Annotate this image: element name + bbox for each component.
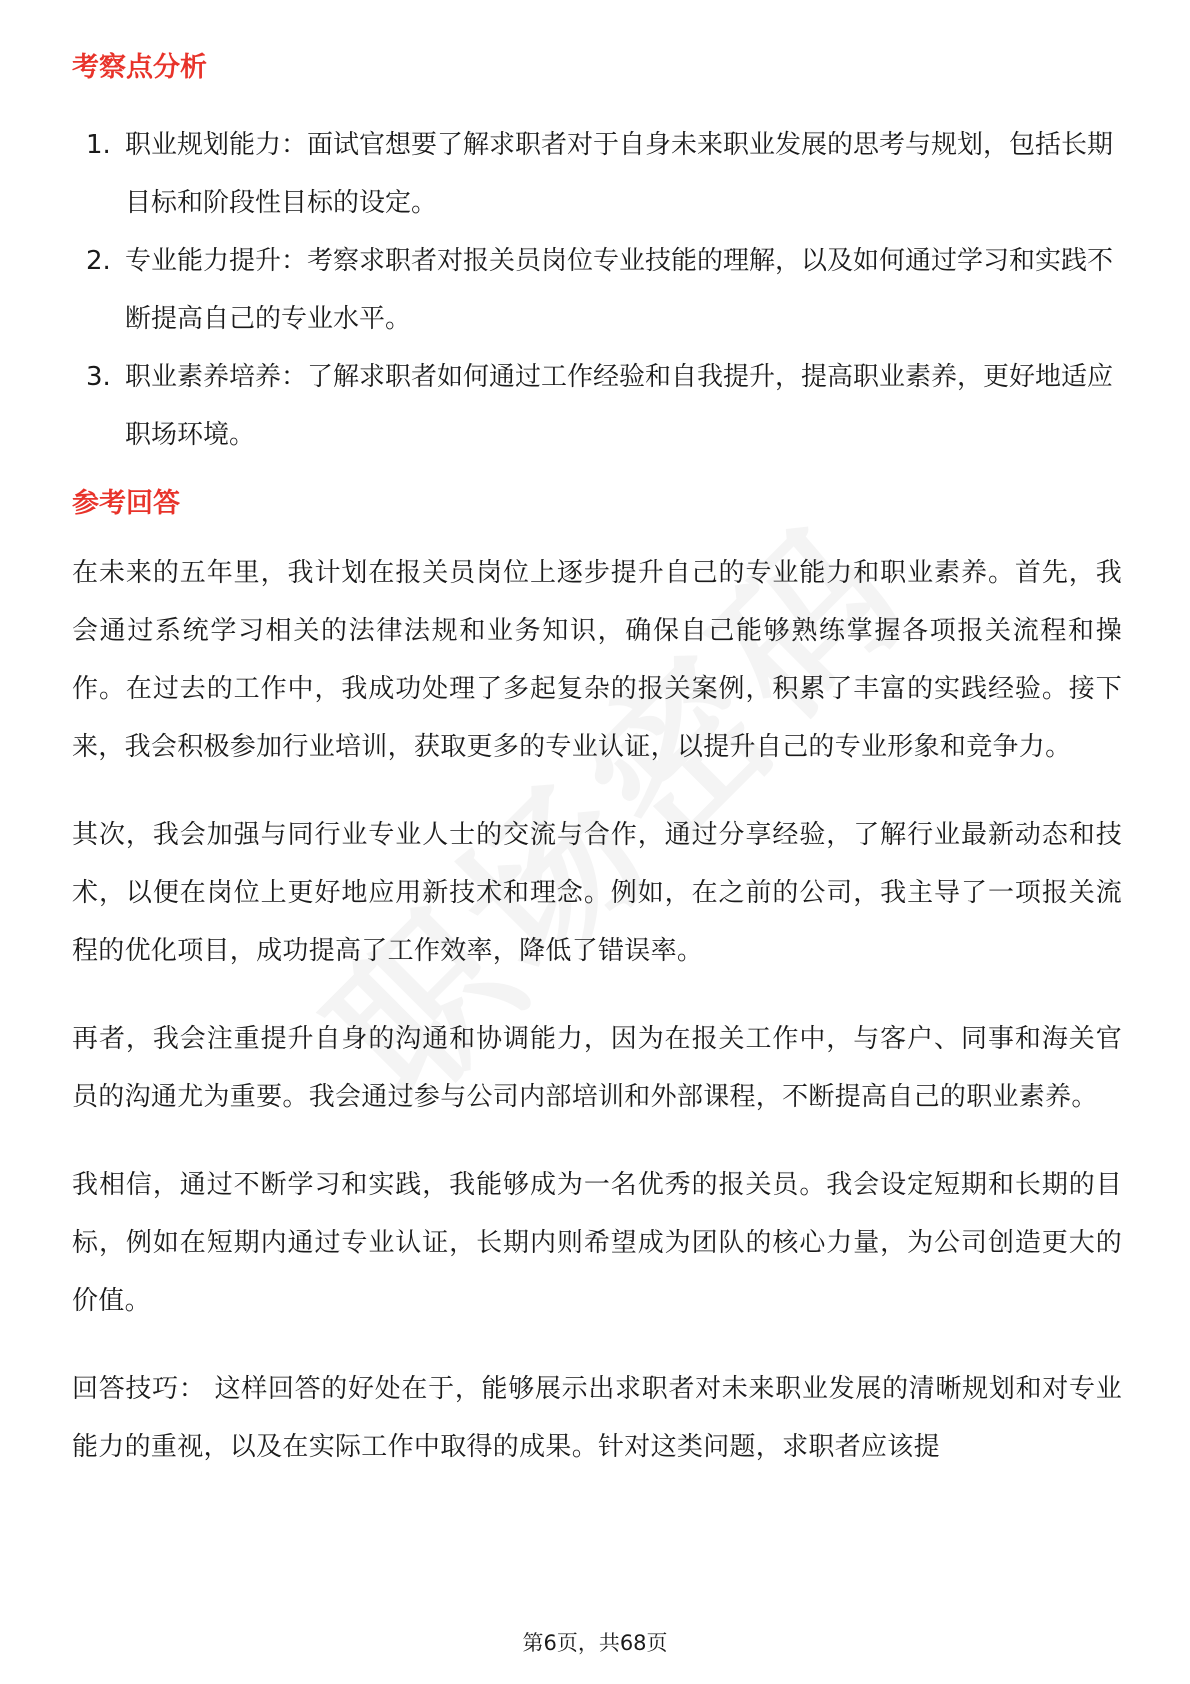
list-item (72, 232, 1122, 348)
page-number: 第6页，共68页 (522, 1631, 668, 1655)
answer-paragraph: 在未来的五年里，我计划在报关员岗位上逐步提升自己的专业能力和职业素养。首先，我会通过系统学习相关的法律法规和业务知识，确保自己能够熟练掌握各项报关流程和操作。在过去的工作中，我成功处理了多起复杂的报关案例，积累了丰富的实践经验。接下来，我会积极参加行业培训，获取更多的专业认证，以提升自己的专业形象和竞争力。 (72, 558, 1122, 762)
list-item-number: 3. (86, 362, 111, 392)
page-content (72, 48, 1122, 1476)
list-item-text: 职业素养培养：了解求职者如何通过工作经验和自我提升，提高职业素养，更好地适应职场环境。 (125, 362, 1114, 450)
list-item (72, 348, 1122, 464)
analysis-list (72, 116, 1122, 464)
answer-paragraph: 其次，我会加强与同行业专业人士的交流与合作，通过分享经验，了解行业最新动态和技术，以便在岗位上更好地应用新技术和理念。例如，在之前的公司，我主导了一项报关流程的优化项目，成功提高了工作效率，降低了错误率。 (72, 820, 1122, 966)
answer-tips-paragraph: 回答技巧： 这样回答的好处在于，能够展示出求职者对未来职业发展的清晰规划和对专业能力的重视，以及在实际工作中取得的成果。针对这类问题，求职者应该提 (72, 1374, 1122, 1462)
section-title-reference-answer: 参考回答 (72, 488, 180, 519)
section-title-analysis: 考察点分析 (72, 52, 207, 83)
answer-paragraph: 我相信，通过不断学习和实践，我能够成为一名优秀的报关员。我会设定短期和长期的目标，例如在短期内通过专业认证，长期内则希望成为团队的核心力量，为公司创造更大的价值。 (72, 1170, 1122, 1316)
list-item (72, 116, 1122, 232)
list-item-text: 职业规划能力：面试官想要了解求职者对于自身未来职业发展的思考与规划，包括长期目标和阶段性目标的设定。 (125, 130, 1114, 218)
answer-paragraph: 再者，我会注重提升自身的沟通和协调能力，因为在报关工作中，与客户、同事和海关官员的沟通尤为重要。我会通过参与公司内部培训和外部课程，不断提高自己的职业素养。 (72, 1024, 1122, 1112)
list-item-number: 1. (86, 130, 111, 160)
list-item-text: 专业能力提升：考察求职者对报关员岗位专业技能的理解，以及如何通过学习和实践不断提高自己的专业水平。 (125, 246, 1114, 334)
list-item-number: 2. (86, 246, 111, 276)
